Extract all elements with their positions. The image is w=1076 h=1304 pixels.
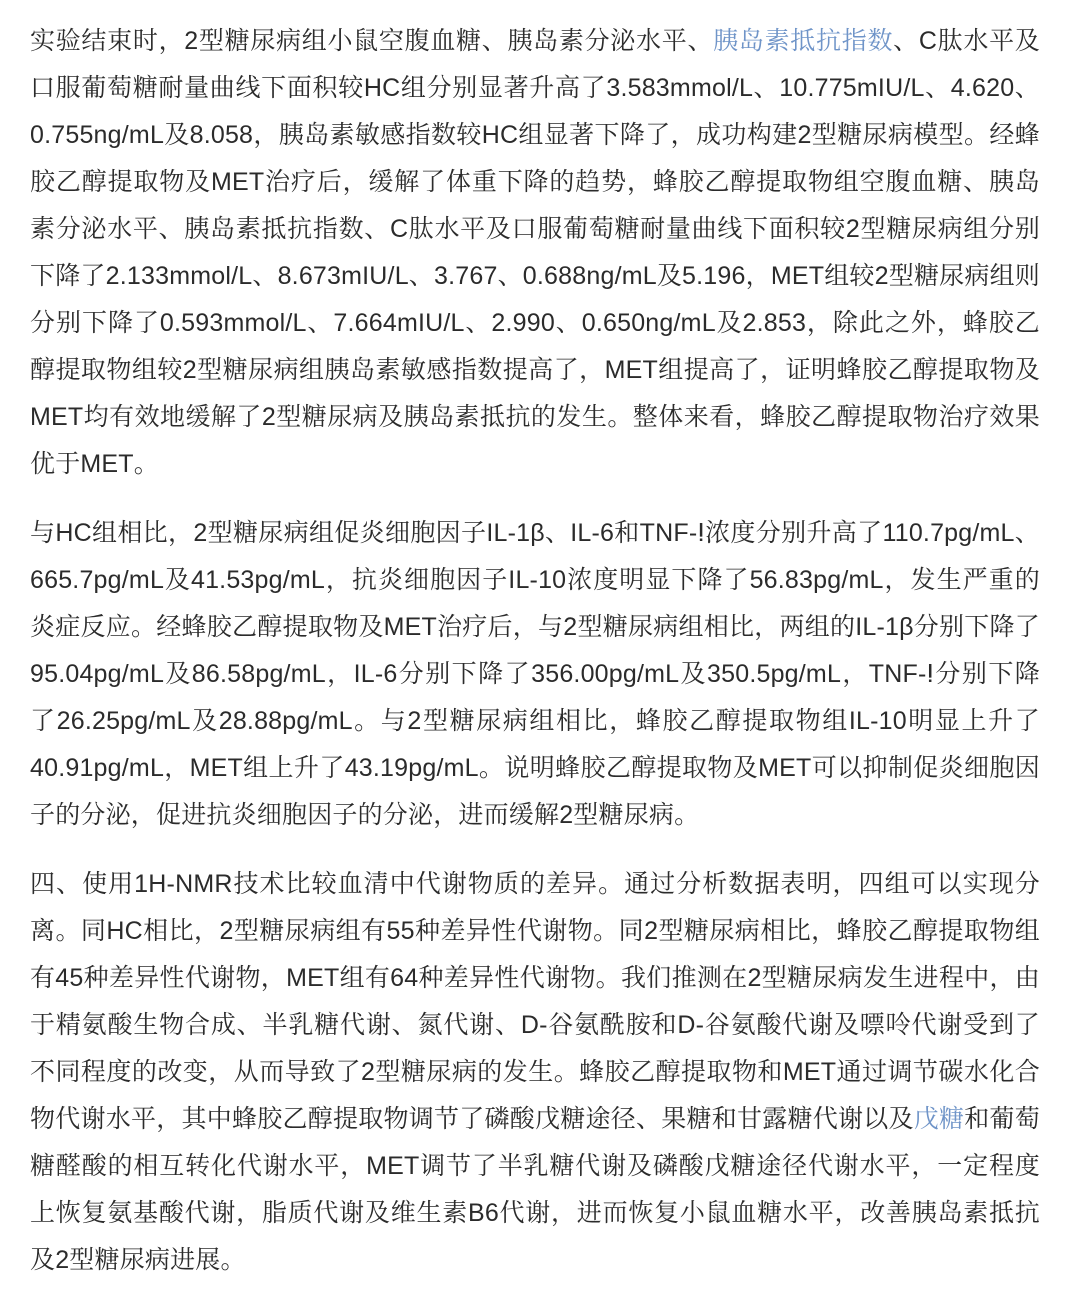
paragraph-text: 、C肽水平及口服葡萄糖耐量曲线下面积较HC组分别显著升高了3.583mmol/L、10.775mIU/L、4.620、0.755ng/mL及8.058，胰岛素敏感指数较HC组显著下降了，成功构建2型糖尿病模型。经蜂胶乙醇提取物及MET治疗后，缓解了体重下降的趋势，蜂胶乙醇提取物组空腹血糖、胰岛素分泌水平、胰岛素抵抗指数、C肽水平及口服葡萄糖耐量曲线下面积较2型糖尿病组分别下降了2.133mmol/L、8.673mIU/L、3.767、0.688ng/mL及5.196，MET组较2型糖尿病组则分别下降了0.593mmol/L、7.664mIU/L、2.990、0.650ng/mL及2.853，除此之外，蜂胶乙醇提取物组较2型糖尿病组胰岛素敏感指数提高了，MET组提高了，证明蜂胶乙醇提取物及MET均有效地缓解了2型糖尿病及胰岛素抵抗的发生。整体来看，蜂胶乙醇提取物治疗效果优于MET。 bbox=[30, 27, 1040, 478]
paragraph-text: 和葡萄糖醛酸的相互转化代谢水平，MET调节了半乳糖代谢及磷酸戊糖途径代谢水平，一定程度上恢复氨基酸代谢，脂质代谢及维生素B6代谢，进而恢复小鼠血糖水平，改善胰岛素抵抗及2型糖尿病进展。 bbox=[30, 1105, 1040, 1274]
paragraph-text: 与HC组相比，2型糖尿病组促炎细胞因子IL-1β、IL-6和TNF-ⵑ浓度分别升高了110.7pg/mL、665.7pg/mL及41.53pg/mL，抗炎细胞因子IL-10浓度明显下降了56.83pg/mL，发生严重的炎症反应。经蜂胶乙醇提取物及MET治疗后，与2型糖尿病组相比，两组的IL-1β分别下降了95.04pg/mL及86.58pg/mL，IL-6分别下降了356.00pg/mL及350.5pg/mL，TNF-ⵑ分别下降了26.25pg/mL及28.88pg/mL。与2型糖尿病组相比，蜂胶乙醇提取物组IL-10明显上升了40.91pg/mL，MET组上升了43.19pg/mL。说明蜂胶乙醇提取物及MET可以抑制促炎细胞因子的分泌，促进抗炎细胞因子的分泌，进而缓解2型糖尿病。 bbox=[30, 519, 1040, 829]
inline-link[interactable]: 戊糖 bbox=[913, 1105, 965, 1133]
paragraph-text: 四、使用1H-NMR技术比较血清中代谢物质的差异。通过分析数据表明，四组可以实现分离。同HC相比，2型糖尿病组有55种差异性代谢物。同2型糖尿病相比，蜂胶乙醇提取物组有45种差异性代谢物，MET组有64种差异性代谢物。我们推测在2型糖尿病发生进程中，由于精氨酸生物合成、半乳糖代谢、氮代谢、D-谷氨酰胺和D-谷氨酸代谢及嘌呤代谢受到了不同程度的改变，从而导致了2型糖尿病的发生。蜂胶乙醇提取物和MET通过调节碳水化合物代谢水平，其中蜂胶乙醇提取物调节了磷酸戊糖途径、果糖和甘露糖代谢以及 bbox=[30, 870, 1040, 1133]
paragraph-text: 实验结束时，2型糖尿病组小鼠空腹血糖、胰岛素分泌水平、 bbox=[30, 27, 714, 55]
paragraph-3 bbox=[30, 861, 1040, 1284]
paragraph-1 bbox=[30, 18, 1040, 488]
inline-link[interactable]: 胰岛素抵抗指数 bbox=[713, 27, 894, 55]
paragraph-2 bbox=[30, 510, 1040, 839]
